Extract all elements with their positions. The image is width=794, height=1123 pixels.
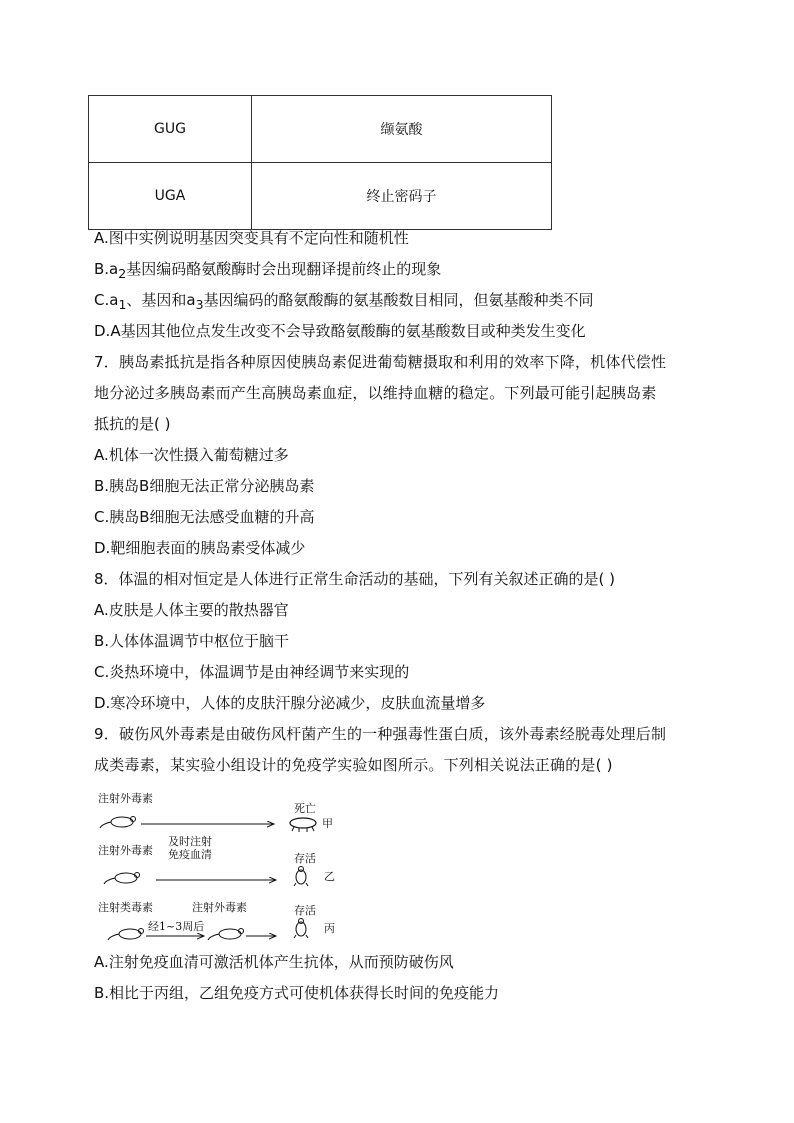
q6-option-a: A.图中实例说明基因突变具有不定向性和随机性 bbox=[94, 229, 409, 247]
q7-option-b: B.胰岛B细胞无法正常分泌胰岛素 bbox=[94, 477, 315, 495]
figure-label: 注射外毒素 bbox=[98, 792, 153, 805]
q7-stem-line: 地分泌过多胰岛素而产生高胰岛素血症，以维持血糖的稳定。下列最可能引起胰岛素 bbox=[94, 384, 657, 402]
q6-option-c-text: C.a bbox=[94, 291, 119, 309]
q6-option-b-text: B.a bbox=[94, 260, 119, 278]
figure-label: 注射外毒素 bbox=[98, 844, 153, 857]
q8-option-a: A.皮肤是人体主要的散热器官 bbox=[94, 601, 289, 619]
q7-option-a: A.机体一次性摄入葡萄糖过多 bbox=[94, 446, 289, 464]
q7-stem-line: 7．胰岛素抵抗是指各种原因使胰岛素促进葡萄糖摄取和利用的效率下降，机体代偿性 bbox=[94, 353, 667, 371]
figure-result: 存活 bbox=[294, 852, 316, 865]
mouse-icon bbox=[104, 873, 140, 885]
q8-option-b: B.人体体温调节中枢位于脑干 bbox=[94, 632, 290, 650]
group-label: 丙 bbox=[324, 922, 335, 935]
standing-mouse-icon bbox=[294, 919, 308, 939]
q6-option-c bbox=[94, 293, 594, 312]
q7-option-d: D.靶细胞表面的胰岛素受体减少 bbox=[94, 539, 306, 557]
figure-note: 及时注射 bbox=[168, 835, 212, 848]
q6-option-c-text: 、基因和a bbox=[126, 291, 196, 309]
immunology-experiment-figure bbox=[96, 790, 396, 950]
codon-table bbox=[88, 95, 552, 230]
q7-option-c: C.胰岛B细胞无法感受血糖的升高 bbox=[94, 508, 315, 526]
meaning-cell: 终止密码子 bbox=[252, 163, 552, 230]
group-label: 甲 bbox=[322, 817, 333, 830]
dead-mouse-icon bbox=[290, 818, 316, 832]
meaning-cell: 缬氨酸 bbox=[252, 96, 552, 163]
mouse-icon bbox=[208, 929, 244, 941]
table-row bbox=[89, 163, 552, 230]
mouse-icon bbox=[108, 929, 144, 941]
q6-option-b-text: 基因编码酪氨酸酶时会出现翻译提前终止的现象 bbox=[126, 260, 442, 278]
codon-cell: UGA bbox=[89, 163, 252, 230]
codon-cell: GUG bbox=[89, 96, 252, 163]
figure-label: 注射外毒素 bbox=[192, 901, 247, 914]
standing-mouse-icon bbox=[294, 867, 308, 887]
q8-option-d: D.寒冷环境中，人体的皮肤汗腺分泌减少，皮肤血流量增多 bbox=[94, 694, 486, 712]
q9-option-b: B.相比于丙组，乙组免疫方式可使机体获得长时间的免疫能力 bbox=[94, 984, 500, 1002]
mouse-icon bbox=[100, 817, 136, 829]
figure-note: 经1~3周后 bbox=[148, 920, 205, 933]
q7-stem-line: 抵抗的是( ) bbox=[94, 415, 171, 433]
q9-option-a: A.注射免疫血清可激活机体产生抗体，从而预防破伤风 bbox=[94, 953, 454, 971]
subscript: 2 bbox=[118, 266, 127, 281]
q8-stem-line: 8．体温的相对恒定是人体进行正常生命活动的基础，下列有关叙述正确的是( ) bbox=[94, 570, 616, 588]
figure-note: 免疫血清 bbox=[168, 848, 212, 861]
table-row bbox=[89, 96, 552, 163]
figure-result: 死亡 bbox=[294, 802, 316, 815]
subscript: 1 bbox=[118, 297, 127, 312]
group-label: 乙 bbox=[324, 870, 335, 883]
q6-option-d: D.A基因其他位点发生改变不会导致酪氨酸酶的氨基酸数目或种类发生变化 bbox=[94, 322, 586, 340]
figure-label: 注射类毒素 bbox=[98, 901, 153, 914]
q6-option-c-text: 基因编码的酪氨酸酶的氨基酸数目相同，但氨基酸种类不同 bbox=[203, 291, 594, 309]
figure-result: 存活 bbox=[294, 904, 316, 917]
q6-option-b bbox=[94, 262, 441, 281]
subscript: 3 bbox=[195, 297, 204, 312]
q9-stem-line: 9．破伤风外毒素是由破伤风杆菌产生的一种强毒性蛋白质，该外毒素经脱毒处理后制 bbox=[94, 725, 667, 743]
q8-option-c: C.炎热环境中，体温调节是由神经调节来实现的 bbox=[94, 663, 410, 681]
q9-stem-line: 成类毒素，某实验小组设计的免疫学实验如图所示。下列相关说法正确的是( ) bbox=[94, 756, 613, 774]
